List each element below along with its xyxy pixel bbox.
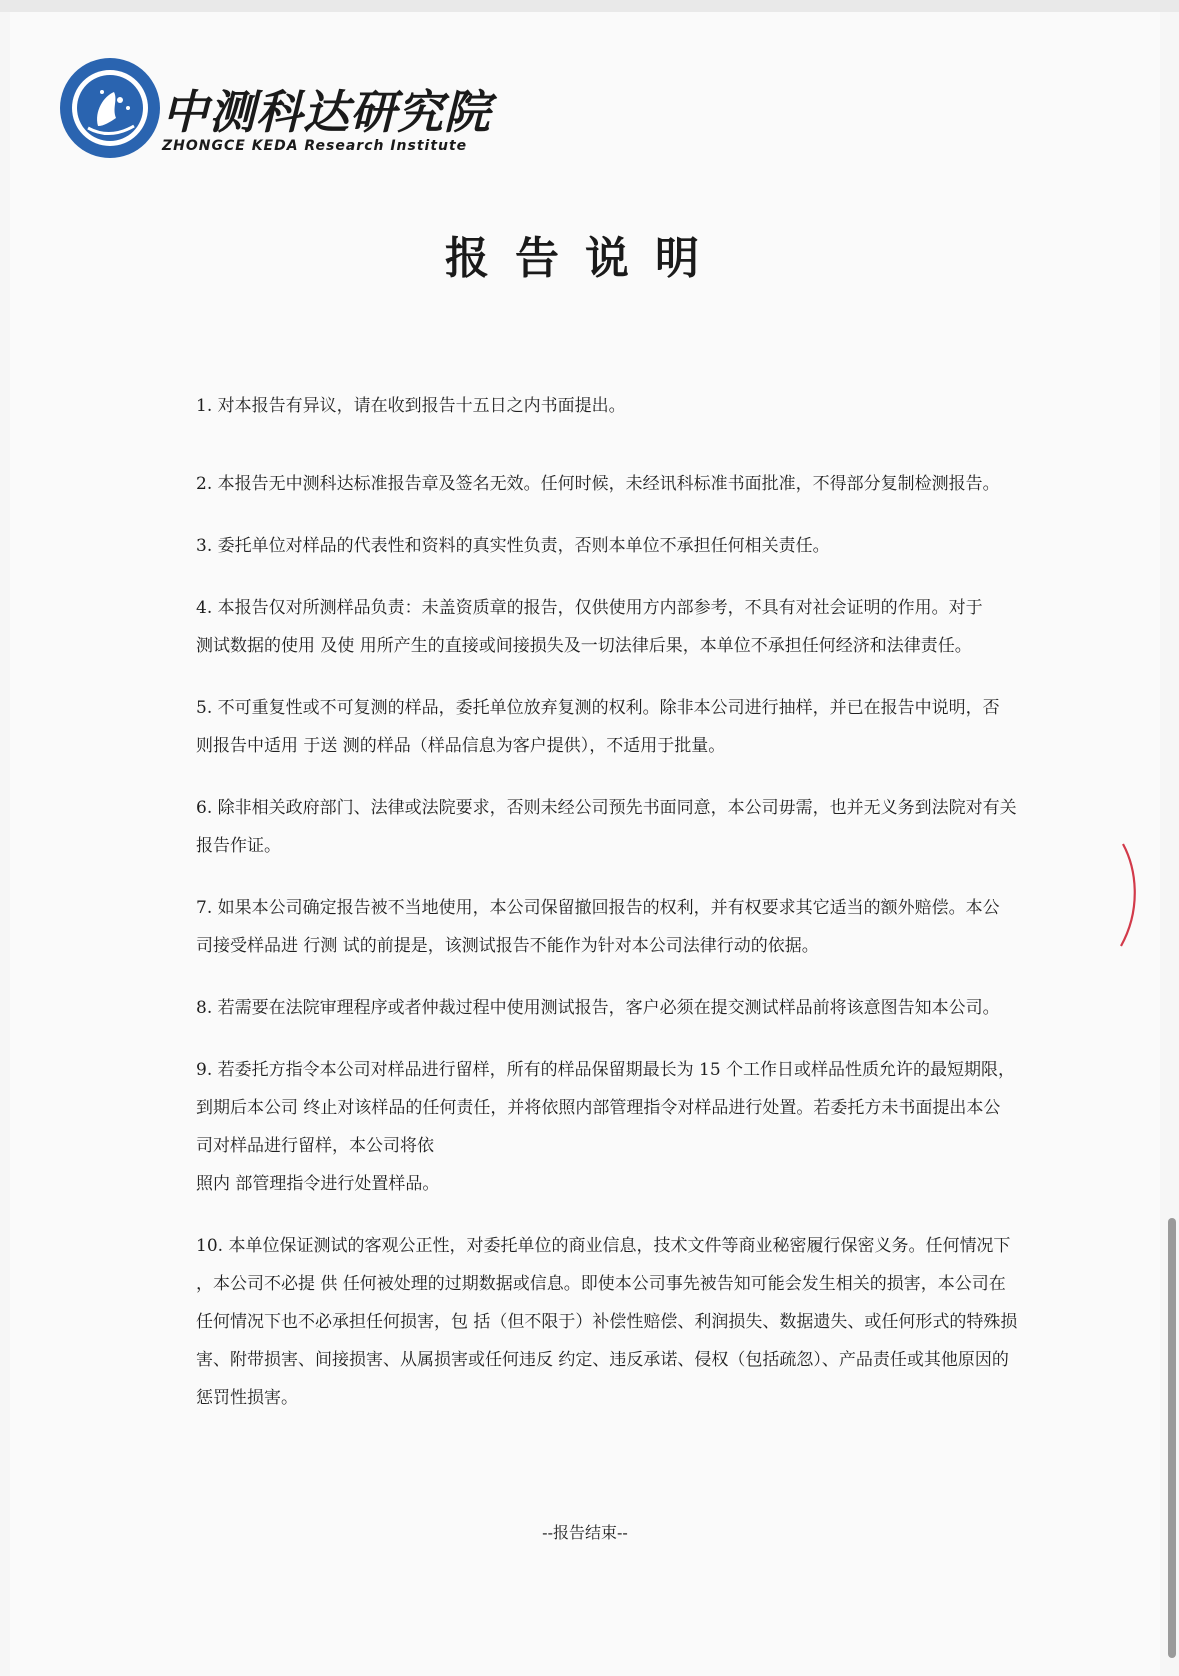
clause-item xyxy=(196,527,1076,565)
clause-line: 害、附带损害、间接损害、从属损害或任何违反 约定、违反承诺、侵权（包括疏忽）、产品责任或其他原因的 xyxy=(196,1350,1009,1370)
institute-seal-icon xyxy=(58,56,162,160)
red-stamp-edge xyxy=(1115,840,1145,950)
clause-line: 8. 若需要在法院审理程序或者仲裁过程中使用测试报告，客户必须在提交测试样品前将该意图告知本公司。 xyxy=(196,998,1000,1018)
clause-item xyxy=(196,589,1076,665)
organization-name-en: ZHONGCE KEDA Research Institute xyxy=(162,138,468,154)
clause-item xyxy=(196,689,1076,765)
document-title: 报告说明 xyxy=(445,233,725,284)
clause-line: 3. 委托单位对样品的代表性和资料的真实性负责，否则本单位不承担任何相关责任。 xyxy=(196,536,830,556)
clause-line: 1. 对本报告有异议，请在收到报告十五日之内书面提出。 xyxy=(196,396,626,416)
clause-line: 司对样品进行留样，本公司将依 xyxy=(196,1136,434,1156)
clause-line: 则报告中适用 于送 测的样品（样品信息为客户提供），不适用于批量。 xyxy=(196,736,726,756)
clause-line: 测试数据的使用 及使 用所产生的直接或间接损失及一切法律后果，本单位不承担任何经济和法律责任。 xyxy=(196,636,972,656)
clause-line: 惩罚性损害。 xyxy=(196,1388,298,1408)
clause-line: 司接受样品进 行测 试的前提是，该测试报告不能作为针对本公司法律行动的依据。 xyxy=(196,936,819,956)
vertical-scrollbar[interactable] xyxy=(1165,0,1179,1676)
clause-item xyxy=(196,889,1076,965)
clause-item xyxy=(196,1227,1076,1417)
clause-line: 9. 若委托方指令本公司对样品进行留样，所有的样品保留期最长为 15 个工作日或样品性质允许的最短期限， xyxy=(196,1060,1016,1080)
clause-line: 报告作证。 xyxy=(196,836,281,856)
scrollbar-thumb[interactable] xyxy=(1168,1218,1176,1658)
clause-line: ，本公司不必提 供 任何被处理的过期数据或信息。即使本公司事先被告知可能会发生相关的损害，本公司在 xyxy=(196,1274,1006,1294)
clause-list xyxy=(196,387,1076,1417)
clause-item xyxy=(196,989,1076,1027)
clause-line: 照内 部管理指令进行处置样品。 xyxy=(196,1174,440,1194)
clause-line: 4. 本报告仅对所测样品负责：未盖资质章的报告，仅供使用方内部参考，不具有对社会证明的作用。对于 xyxy=(196,598,983,618)
clause-item xyxy=(196,465,1076,503)
clause-item xyxy=(196,789,1076,865)
organization-name-cn: 中测科达研究院 xyxy=(162,85,491,139)
report-end-mark: --报告结束-- xyxy=(542,1523,628,1542)
clause-line: 6. 除非相关政府部门、法律或法院要求，否则未经公司预先书面同意，本公司毋需，也并无义务到法院对有关 xyxy=(196,798,1017,818)
clause-item xyxy=(196,387,1076,425)
viewer-top-bar xyxy=(0,0,1179,12)
clause-line: 5. 不可重复性或不可复测的样品，委托单位放弃复测的权利。除非本公司进行抽样，并已在报告中说明，否 xyxy=(196,698,1000,718)
clause-line: 10. 本单位保证测试的客观公正性，对委托单位的商业信息，技术文件等商业秘密履行保密义务。任何情况下 xyxy=(196,1236,1011,1256)
clause-line: 7. 如果本公司确定报告被不当地使用，本公司保留撤回报告的权利，并有权要求其它适当的额外赔偿。本公 xyxy=(196,898,1000,918)
clause-line: 到期后本公司 终止对该样品的任何责任，并将依照内部管理指令对样品进行处置。若委托方未书面提出本公 xyxy=(196,1098,1001,1118)
document-page xyxy=(10,12,1160,1676)
clause-item xyxy=(196,1051,1076,1203)
clause-line: 任何情况下也不必承担任何损害，包 括（但不限于）补偿性赔偿、利润损失、数据遗失、或任何形式的特殊损 xyxy=(196,1312,1018,1332)
clause-line: 2. 本报告无中测科达标准报告章及签名无效。任何时候，未经讯科标准书面批准，不得部分复制检测报告。 xyxy=(196,474,1000,494)
